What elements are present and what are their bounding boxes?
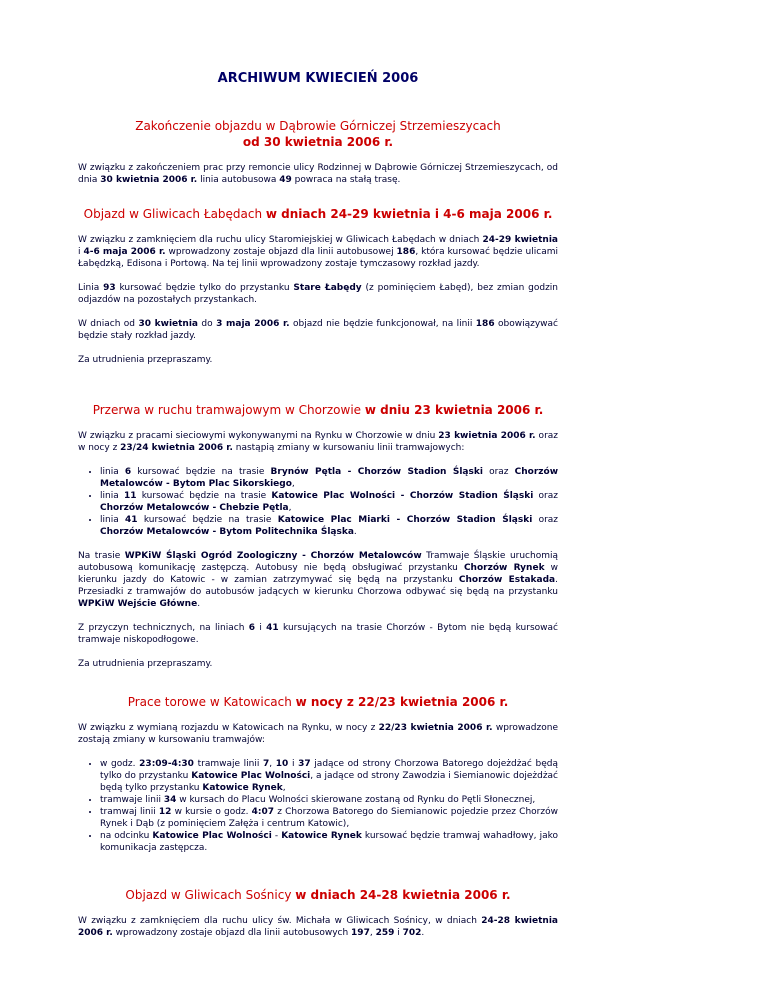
heading-date: w dniu 23 kwietnia 2006 r. <box>364 403 544 417</box>
apology-text: Za utrudnienia przepraszamy. <box>78 355 213 365</box>
notice-paragraph: W dniach od 30 kwietnia do 3 maja 2006 r. objazd nie będzie funkcjonował, na linii 186 obowiązywać będzie stały rozkład jazdy. <box>78 319 558 341</box>
heading-date: w nocy z 22/23 kwietnia 2006 r. <box>295 695 509 709</box>
notice-sosnica <box>78 887 558 939</box>
notice-paragraph: W związku z wymianą rozjazdu w Katowicach na Rynku, w nocy z 22/23 kwietnia 2006 r. wprowadzone zostają zmiany w kursowaniu tramwajów: <box>78 723 558 745</box>
list-item: • linia 6 kursować będzie na trasie Brynów Pętla - Chorzów Stadion Śląski oraz Chorzów Metalowców - Bytom Plac Sikorskiego, <box>100 466 558 490</box>
notice-paragraph: W związku z zamknięciem dla ruchu ulicy Staromiejskiej w Gliwicach Łabędach w dniach 24-29 kwietnia i 4-6 maja 2006 r. wprowadzony zostaje objazd dla linii autobusowej 186, która kursować będzie ulicami Łabędzką, Edisona i Portową. Na tej linii wprowadzony zostaje tymczasowy rozkład jazdy. <box>78 235 558 269</box>
heading-date: w dniach 24-29 kwietnia i 4-6 maja 2006 r. <box>265 207 553 221</box>
notice-chorzow <box>78 402 558 670</box>
page-title: ARCHIWUM KWIECIEŃ 2006 <box>217 71 419 86</box>
apology-text: Za utrudnienia przepraszamy. <box>78 659 213 669</box>
tram-changes-list <box>78 758 558 854</box>
notice-paragraph: Z przyczyn technicznych, na liniach 6 i 41 kursujących na trasie Chorzów - Bytom nie będą kursować tramwaje niskopodłogowe. <box>78 623 558 645</box>
notice-labedy <box>78 206 558 366</box>
notice-heading <box>78 402 558 418</box>
notice-paragraph: W związku z zakończeniem prac przy remoncie ulicy Rodzinnej w Dąbrowie Górniczej Strzemieszycach, od dnia 30 kwietnia 2006 r. linia autobusowa 49 powraca na stałą trasę. <box>78 163 558 185</box>
heading-date: od 30 kwietnia 2006 r. <box>242 135 394 149</box>
list-item: • tramwaj linii 12 w kursie o godz. 4:07 z Chorzowa Batorego do Siemianowic pojedzie przez Chorzów Rynek i Dąb (z pominięciem Załęża i centrum Katowic), <box>100 806 558 830</box>
notice-strzemieszyce <box>78 118 558 186</box>
notice-heading <box>78 887 558 903</box>
notice-paragraph: Linia 93 kursować będzie tylko do przystanku Stare Łabędy (z pominięciem Łabęd), bez zmian godzin odjazdów na pozostałych przystankach. <box>78 283 558 305</box>
notice-paragraph: Na trasie WPKiW Śląski Ogród Zoologiczny - Chorzów Metalowców Tramwaje Śląskie uruchomią autobusową komunikację zastępczą. Autobusy nie będą obsługiwać przystanku Chorzów Rynek w kierunku jazdy do Katowic - w zamian zatrzymywać się będą na przystanku Chorzów Estakada. Przesiadki z tramwajów do autobusów jadących w kierunku Chorzowa odbywać się będą na przystanku WPKiW Wejście Główne. <box>78 551 558 609</box>
notice-paragraph: W związku z zamknięciem dla ruchu ulicy św. Michała w Gliwicach Sośnicy, w dniach 24-28 kwietnia 2006 r. wprowadzony zostaje objazd dla linii autobusowych 197, 259 i 702. <box>78 916 558 938</box>
list-item: • na odcinku Katowice Plac Wolności - Katowice Rynek kursować będzie tramwaj wahadłowy, jako komunikacja zastępcza. <box>100 830 558 854</box>
heading-text: Zakończenie objazdu w Dąbrowie Górniczej Strzemieszycach <box>135 119 501 133</box>
notice-katowice <box>78 694 558 854</box>
list-item: • linia 11 kursować będzie na trasie Katowice Plac Wolności - Chorzów Stadion Śląski oraz Chorzów Metalowców - Chebzie Pętla, <box>100 490 558 514</box>
heading-date: w dniach 24-28 kwietnia 2006 r. <box>295 888 511 902</box>
list-item: • tramwaje linii 34 w kursach do Placu Wolności skierowane zostaną od Rynku do Pętli Słonecznej, <box>100 794 558 806</box>
list-item: • linia 41 kursować będzie na trasie Katowice Plac Miarki - Chorzów Stadion Śląski oraz Chorzów Metalowców - Bytom Politechnika Śląska. <box>100 514 558 538</box>
tram-changes-list <box>78 466 558 538</box>
notice-heading <box>78 694 558 710</box>
heading-text: Objazd w Gliwicach Łabędach <box>83 207 266 221</box>
heading-text: Prace torowe w Katowicach <box>127 695 296 709</box>
heading-text: Przerwa w ruchu tramwajowym w Chorzowie <box>92 403 365 417</box>
list-item: • w godz. 23:09-4:30 tramwaje linii 7, 10 i 37 jadące od strony Chorzowa Batorego dojeżdżać będą tylko do przystanku Katowice Plac Wolności, a jadące od strony Zawodzia i Siemianowic dojeżdżać będą tylko przystanku Katowice Rynek, <box>100 758 558 794</box>
notice-paragraph: W związku z pracami sieciowymi wykonywanymi na Rynku w Chorzowie w dniu 23 kwietnia 2006 r. oraz w nocy z 23/24 kwietnia 2006 r. nastąpią zmiany w kursowaniu linii tramwajowych: <box>78 431 559 453</box>
notice-heading <box>78 118 558 150</box>
notice-heading <box>78 206 558 222</box>
heading-text: Objazd w Gliwicach Sośnicy <box>125 888 296 902</box>
